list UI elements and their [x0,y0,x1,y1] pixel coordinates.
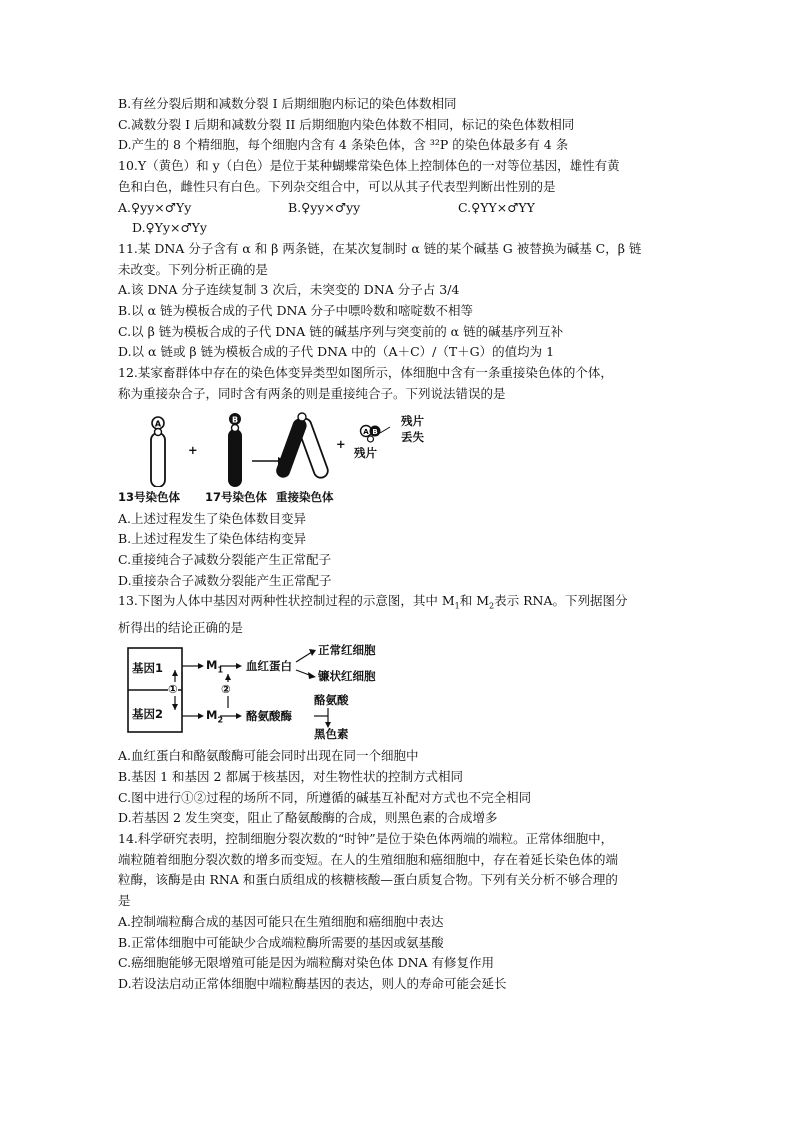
fragment-label: 残片 [401,413,424,428]
caption-chromosome-17: 17号染色体 [205,489,268,504]
q9-option-c: C.减数分裂 I 后期和减数分裂 II 后期细胞内染色体数不相同，标记的染色体数相同 [118,116,575,132]
q14-option-a: A.控制端粒酶合成的基因可能只在生殖细胞和癌细胞中表达 [118,913,444,929]
lost-label: 丢失 [401,429,424,444]
q14-stem-line4: 是 [118,893,131,909]
q14-option-d: D.若设法启动正常体细胞中端粒酶基因的表达，则人的寿命可能会延长 [118,976,507,991]
caption-fused-chromosome: 重接染色体 [276,489,334,504]
chromosome-13-shape [151,417,165,487]
q13-option-c: C.图中进行①②过程的场所不同，所遵循的碱基互补配对方式也不完全相同 [118,789,532,805]
q13-option-d: D.若基因 2 发生突变，阻止了酪氨酸酶的合成，则黑色素的合成增多 [118,810,498,826]
q13-stem-part-a: 13.下图为人体中基因对两种性状控制过程的示意图，其中 M [118,593,455,609]
q14-stem-line3: 粒酶，该酶是由 RNA 和蛋白质组成的核糖核酸—蛋白质复合物。下列有关分析不够合理的 [118,872,618,888]
normal-rbc-label: 正常红细胞 [318,643,376,658]
q13-stem-line1 [118,591,678,617]
tyrosine-label: 酪氨酸 [314,693,349,708]
q11-option-b: B.以 α 链为模板合成的子代 DNA 分子中嘌呤数和嘧啶数不相等 [118,303,473,319]
q13-stem-line2: 析得出的结论正确的是 [118,619,244,635]
q13-stem-part-c: 表示 RNA。下列据图分 [494,593,628,609]
q12-option-b: B.上述过程发生了染色体结构变异 [118,531,307,547]
caption-chromosome-13: 13号染色体 [118,489,181,504]
tyrosinase-label: 酪氨酸酶 [246,709,292,724]
q10-option-a: A.♀yy×♂Yy [118,199,192,215]
chromosome-17-shape [228,413,242,487]
q13-sub-1: 1 [454,601,460,611]
svg-text:B: B [231,415,239,425]
svg-text:A: A [363,427,369,436]
m1-label: $M_1$ [206,658,224,675]
plus-sign-2: + [336,436,346,451]
melanin-label: 黑色素 [314,727,349,742]
q10-option-b: B.♀yy×♂yy [288,199,361,215]
q14-stem-line1: 14.科学研究表明，控制细胞分裂次数的“时钟”是位于染色体两端的端粒。正常体细胞中， [118,831,614,847]
fragment-shape [361,425,391,442]
gene-control-figure [118,642,678,742]
q10-stem-line2: 色和白色，雌性只有白色。下列杂交组合中，可以从其子代表型判断出性别的是 [118,178,556,194]
q11-stem-line2: 未改变。下列分析正确的是 [118,261,269,277]
hemoglobin-label: 血红蛋白 [246,659,292,674]
q9-option-b: B.有丝分裂后期和减数分裂 I 后期细胞内标记的染色体数相同 [118,96,457,111]
q10-option-c: C.♀YY×♂YY [458,199,535,215]
plus-sign-1: + [188,442,198,457]
q12-stem-line2: 称为重接杂合子，同时含有两条的则是重接纯合子。下列说法错误的是 [118,385,506,401]
exam-page [118,94,678,995]
fused-chromosome-shape [274,413,330,480]
q10-option-d: D.♀Yy×♂Yy [132,220,207,236]
q13-stem-part-b: 和 M [459,593,490,609]
q13-option-b: B.基因 1 和基因 2 都属于核基因，对生物性状的控制方式相同 [118,768,463,784]
fragment-label-2: 残片 [354,445,377,460]
q13-option-a: A.血红蛋白和酪氨酸酶可能会同时出现在同一个细胞中 [118,748,419,764]
q11-option-a: A.该 DNA 分子连续复制 3 次后，未突变的 DNA 分子占 3/4 [118,282,460,298]
q10-stem-line1: 10.Y（黄色）和 y（白色）是位于某种蝴蝶常染色体上控制体色的一对等位基因，雄性有黄 [118,158,620,174]
m2-label: $M_2$ [206,708,224,725]
chromosome-diagram [118,409,448,487]
process-1-marker: ① [168,682,178,697]
svg-text:A: A [154,419,162,429]
gene2-label: 基因2 [132,707,164,722]
q14-stem-line2: 端粒随着细胞分裂次数的增多而变短。在人的生殖细胞和癌细胞中，存在着延长染色体的端 [118,851,619,867]
q11-option-c: C.以 β 链为模板合成的子代 DNA 链的碱基序列与突变前的 α 链的碱基序列互补 [118,323,564,339]
q14-option-b: B.正常体细胞中可能缺少合成端粒酶所需要的基因或氨基酸 [118,934,444,950]
q10-options-row [118,198,678,219]
q11-option-d: D.以 α 链或 β 链为模板合成的子代 DNA 中的（A＋C）/（T＋G）的值均为 1 [118,344,555,360]
q12-option-c: C.重接纯合子减数分裂能产生正常配子 [118,551,332,567]
chromosome-fusion-figure [118,409,678,505]
process-2-marker: ② [221,682,231,697]
q12-option-a: A.上述过程发生了染色体数目变异 [118,510,307,526]
gene1-label: 基因1 [132,661,164,676]
q12-option-d: D.重接杂合子减数分裂能产生正常配子 [118,572,332,588]
q11-stem-line1: 11.某 DNA 分子含有 α 和 β 两条链，在某次复制时 α 链的某个碱基 G 被替换为碱基 C，β 链 [118,240,642,256]
q12-stem-line1: 12.某家畜群体中存在的染色体变异类型如图所示，体细胞中含有一条重接染色体的个体， [118,365,613,381]
q14-option-c: C.癌细胞能够无限增殖可能是因为端粒酶对染色体 DNA 有修复作用 [118,955,495,971]
svg-text:B: B [372,427,378,436]
sickle-rbc-label: 镰状红细胞 [318,669,376,684]
q13-sub-2: 2 [489,601,495,611]
q9-option-d: D.产生的 8 个精细胞，每个细胞内含有 4 条染色体，含 ³²P 的染色体最多有 4 条 [118,137,569,153]
